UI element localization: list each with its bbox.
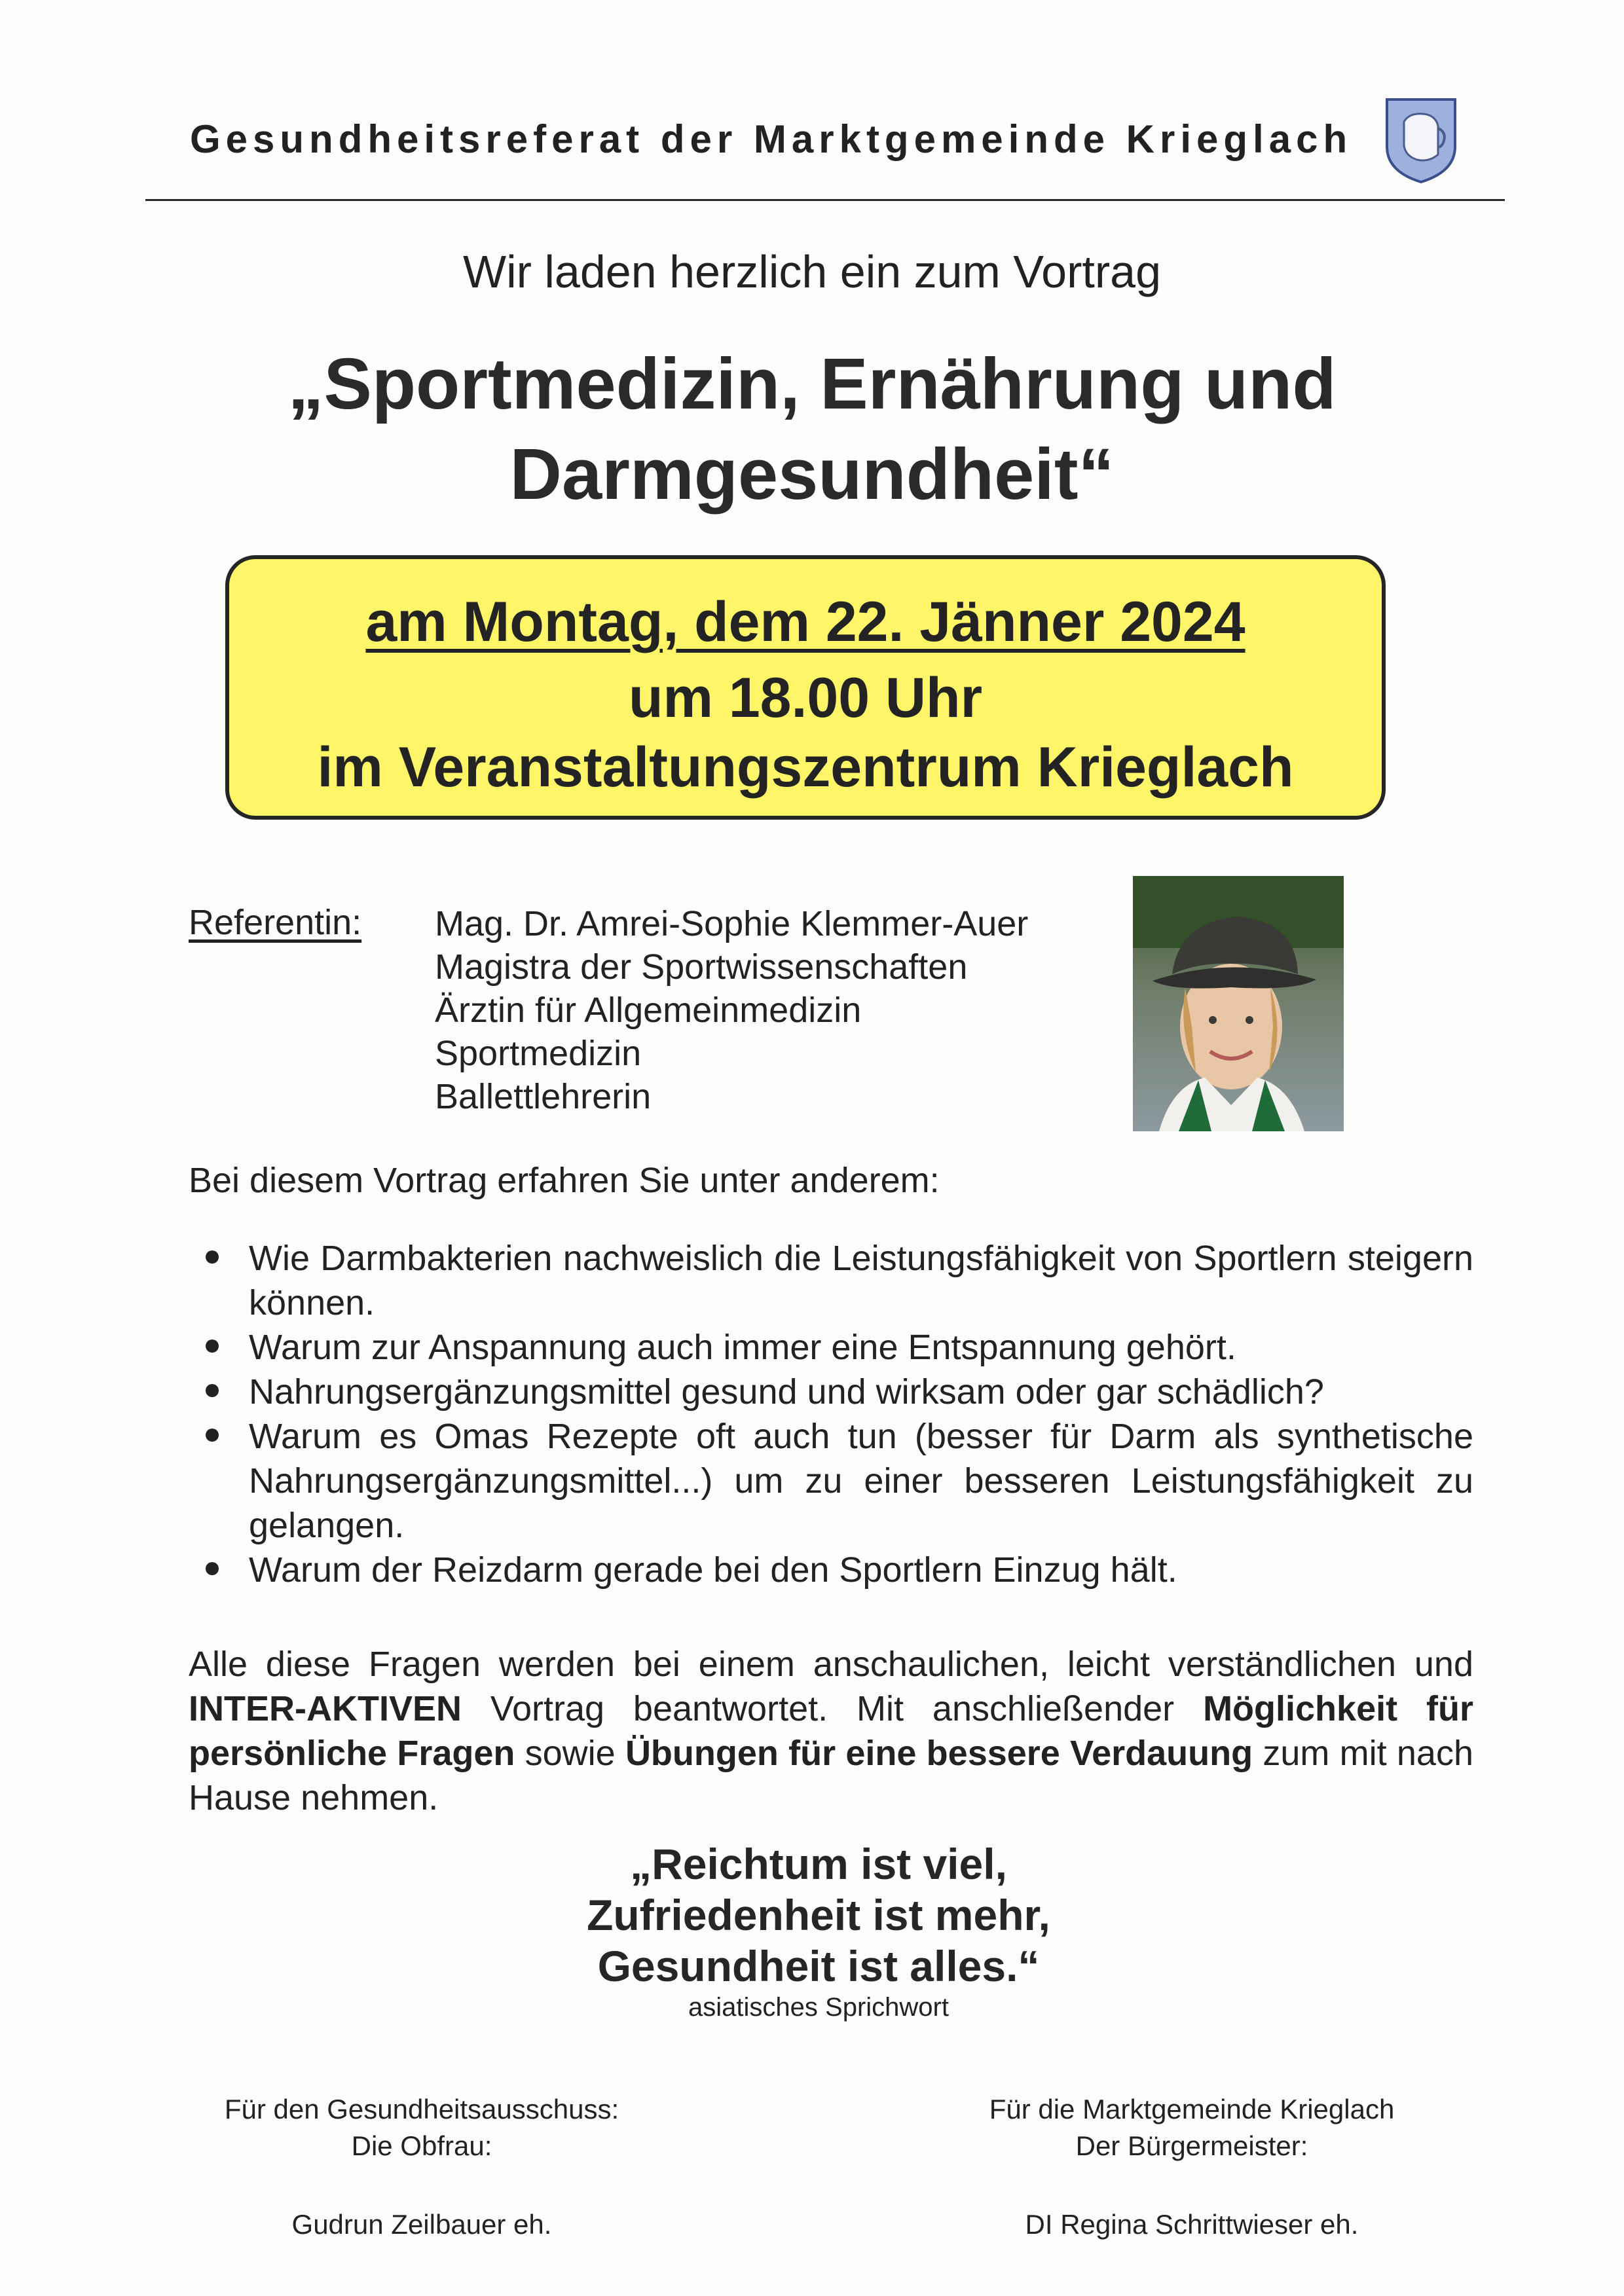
closing-text-3: sowie [515, 1734, 625, 1773]
topic-text: Warum es Omas Rezepte oft auch tun (besser für Darm als synthetische Nahrungsergänzungsmittel...) um zu einer besseren Leistungsfähigkeit zu gelangen. [249, 1417, 1473, 1545]
intro-text: Bei diesem Vortrag erfahren Sie unter anderem: [189, 1161, 940, 1200]
lecture-title [0, 339, 1624, 520]
closing-bold-3: Übungen für eine bessere Verdauung [625, 1734, 1253, 1773]
event-date: am Montag, dem 22. Jänner 2024 [365, 591, 1246, 653]
quote [458, 1838, 1179, 1992]
signature-right-line-1: Für die Marktgemeinde Krieglach [989, 2094, 1395, 2124]
speaker-title-3: Sportmedizin [435, 1034, 642, 1073]
closing-text-2: Vortrag beantwortet. Mit anschließender [462, 1689, 1204, 1728]
bullet-icon [206, 1339, 219, 1353]
event-time: um 18.00 Uhr [628, 666, 983, 729]
signature-right [897, 2091, 1486, 2243]
speaker-title-4: Ballettlehrerin [435, 1077, 652, 1116]
quote-line-3: Gesundheit ist alles.“ [597, 1942, 1040, 1990]
header-divider [145, 199, 1505, 201]
speaker-title-1: Magistra der Sportwissenschaften [435, 947, 968, 987]
header-title: Gesundheitsreferat der Marktgemeinde Krieglach [190, 117, 1353, 161]
topic-text: Warum der Reizdarm gerade bei den Sportlern Einzug hält. [249, 1550, 1177, 1590]
lecture-title-line-1: „Sportmedizin, Ernährung und [287, 344, 1337, 424]
topic-text: Wie Darmbakterien nachweislich die Leistungsfähigkeit von Sportlern steigern können. [249, 1239, 1473, 1322]
signature-right-line-2: Der Bürgermeister: [1075, 2130, 1308, 2161]
speaker-label: Referentin: [189, 903, 362, 942]
list-item [196, 1236, 1473, 1325]
signature-left [127, 2091, 716, 2243]
speaker-portrait [1133, 876, 1344, 1131]
event-details-box [225, 555, 1386, 820]
bullet-icon [206, 1429, 219, 1442]
signature-left-line-1: Für den Gesundheitsausschuss: [224, 2094, 619, 2124]
list-item [196, 1370, 1473, 1414]
topic-text: Warum zur Anspannung auch immer eine Entspannung gehört. [249, 1328, 1236, 1367]
signature-right-name: DI Regina Schrittwieser eh. [1025, 2209, 1359, 2240]
closing-text-4: zum mit nach Hause nehmen. [189, 1734, 1473, 1817]
signature-left-name: Gudrun Zeilbauer eh. [291, 2209, 552, 2240]
bullet-icon [206, 1384, 219, 1397]
closing-bold-1: INTER-AKTIVEN [189, 1689, 462, 1728]
signature-left-line-2: Die Obfrau: [351, 2130, 492, 2161]
speaker-details [435, 902, 1028, 1118]
quote-line-2: Zufriedenheit ist mehr, [587, 1891, 1050, 1939]
speaker-title-2: Ärztin für Allgemeinmedizin [435, 991, 862, 1030]
lecture-title-line-2: Darmgesundheit“ [509, 434, 1115, 515]
topic-text: Nahrungsergänzungsmittel gesund und wirksam oder gar schädlich? [249, 1372, 1324, 1412]
closing-text-1: Alle diese Fragen werden bei einem anschaulichen, leicht verständlichen und [189, 1645, 1473, 1684]
quote-line-1: „Reichtum ist viel, [630, 1840, 1007, 1888]
invitation-line: Wir laden herzlich ein zum Vortrag [463, 246, 1161, 297]
bullet-icon [206, 1562, 219, 1575]
municipal-crest-icon [1383, 94, 1459, 186]
quote-source: asiatisches Sprichwort [688, 1993, 949, 2022]
topics-list [196, 1236, 1473, 1592]
list-item [196, 1325, 1473, 1370]
closing-bold-2: Möglichkeit für persönliche Fragen [189, 1689, 1473, 1773]
list-item [196, 1548, 1473, 1592]
bullet-icon [206, 1250, 219, 1264]
speaker-name: Mag. Dr. Amrei-Sophie Klemmer-Auer [435, 904, 1029, 943]
event-place: im Veranstaltungszentrum Krieglach [317, 736, 1294, 799]
list-item [196, 1414, 1473, 1548]
closing-paragraph [189, 1642, 1473, 1820]
